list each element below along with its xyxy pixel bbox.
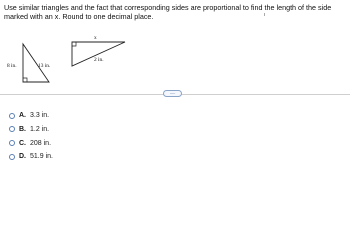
radio-d[interactable] [9,154,15,160]
cursor-caret: ι [264,12,266,18]
choice-b[interactable] [9,125,53,134]
choice-c-letter: C. [19,139,26,147]
left-side-label: 8 in. [7,63,17,69]
right-top-label: x [94,35,97,41]
radio-c[interactable] [9,140,15,146]
radio-a[interactable] [9,113,15,119]
choice-a-letter: A. [19,112,26,119]
choice-d-text: 51.9 in. [30,153,53,161]
question-text: Use similar triangles and the fact that corresponding sides are proportional to find the length of the side marked with an x. Round to one decimal place. [4,3,332,22]
triangles-figure [0,0,350,90]
choice-d-letter: D. [19,153,26,161]
answer-choices [9,111,53,166]
choice-c-text: 208 in. [30,139,52,147]
right-hypotenuse-label: 2 in. [94,57,104,63]
radio-b[interactable] [9,126,15,132]
left-hypotenuse-label: 13 in. [38,63,51,69]
choice-d[interactable] [9,152,53,161]
choice-a[interactable] [9,111,53,120]
expand-more-button[interactable]: ..... [163,90,182,97]
choice-a-text: 3.3 in. [30,112,50,119]
choice-b-letter: B. [19,125,26,133]
choice-c[interactable] [9,139,53,148]
choice-b-text: 1.2 in. [30,125,50,133]
